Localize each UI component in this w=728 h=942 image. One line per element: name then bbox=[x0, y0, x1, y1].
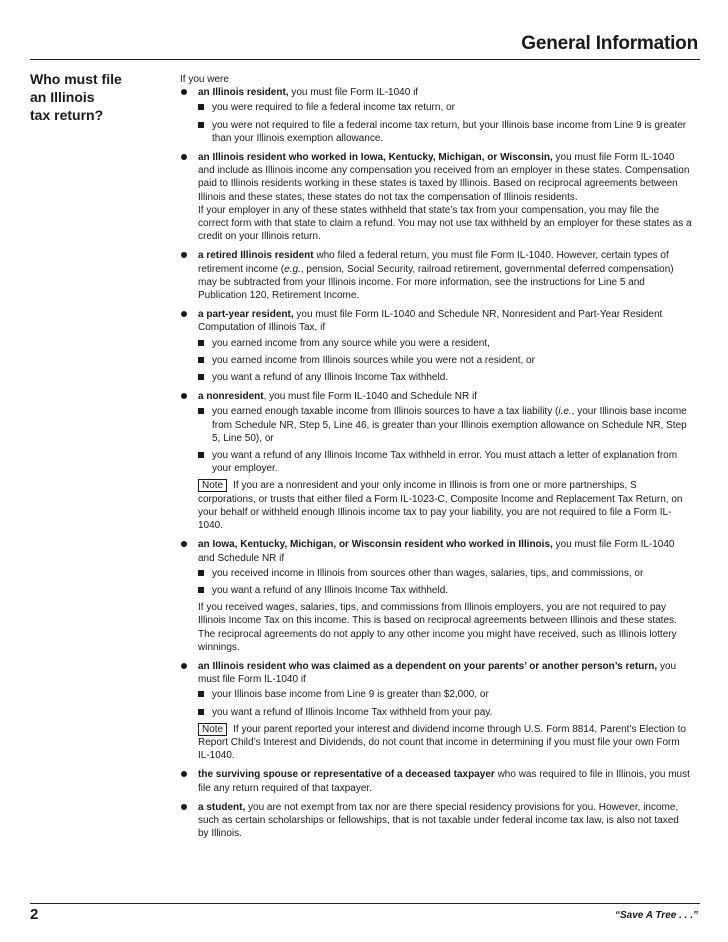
bullet-lead: a part-year resident, bbox=[198, 309, 294, 321]
bullet-icon bbox=[181, 771, 187, 777]
sub-item bbox=[198, 119, 692, 145]
side-heading-line: tax return? bbox=[30, 107, 104, 123]
main-content bbox=[180, 73, 692, 846]
sub-item bbox=[198, 449, 692, 475]
bullet-italic: e.g. bbox=[284, 263, 301, 275]
list-item bbox=[180, 308, 692, 384]
sub-item bbox=[198, 405, 692, 445]
bullet-text bbox=[198, 249, 692, 302]
note-label: Note bbox=[198, 723, 227, 736]
bullet-body: you are not exempt from tax nor are there special residency provisions for you. However, income, such as certain scholarships or fellowships, that is not taxable under federal income tax law, is also not taxed by Illinois. bbox=[198, 801, 679, 840]
bullet-lead: the surviving spouse or representative of a deceased taxpayer bbox=[198, 769, 495, 781]
bullet-lead: a nonresident bbox=[198, 391, 264, 403]
paragraph: If your employer in any of these states withheld that state’s tax from your compensation, you may file the correct form with that state to claim a refund. You may not use tax withheld by an employer for these states as a credit on your Illinois return. bbox=[198, 204, 692, 243]
bullet-text bbox=[198, 801, 692, 841]
bullet-body: who filed a federal return, you must file Form IL-1040. However, certain types of retirement income ( bbox=[198, 250, 669, 275]
bullet-body: you must file Form IL-1040 and Schedule NR, Nonresident and Part-Year Resident Computation of Illinois Tax, if bbox=[198, 309, 663, 334]
sub-item-text: you earned income from any source while you were a resident, bbox=[212, 337, 490, 349]
side-heading bbox=[30, 70, 122, 124]
bullet-lead: a student, bbox=[198, 801, 246, 813]
bullet-text bbox=[198, 660, 692, 686]
sub-item bbox=[198, 337, 692, 350]
bullet-text bbox=[198, 390, 692, 403]
bullet-text bbox=[198, 768, 692, 794]
square-bullet-icon bbox=[198, 570, 204, 576]
sub-item-text: you earned enough taxable income from Illinois sources to have a tax liability ( bbox=[212, 406, 559, 418]
square-bullet-icon bbox=[198, 452, 204, 458]
intro-text: If you were bbox=[180, 74, 229, 85]
sub-item bbox=[198, 584, 692, 597]
sub-item-text: you earned income from Illinois sources while you were not a resident, or bbox=[212, 354, 535, 366]
square-bullet-icon bbox=[198, 408, 204, 414]
note-label: Note bbox=[198, 479, 227, 492]
sub-item-text: you received income in Illinois from sources other than wages, salaries, tips, and commissions, or bbox=[212, 567, 644, 579]
list-item bbox=[180, 538, 692, 654]
square-bullet-icon bbox=[198, 357, 204, 363]
sub-item-text: you want a refund of Illinois Income Tax withheld from your pay. bbox=[212, 706, 493, 718]
bullet-body: , you must file Form IL-1040 and Schedule NR if bbox=[263, 391, 478, 403]
bullet-icon bbox=[181, 89, 187, 95]
paragraph: If you received wages, salaries, tips, and commissions from Illinois employers, you are not required to pay Illinois Income Tax on this income. This is based on reciprocal agreements between Illinois and these states. bbox=[198, 602, 677, 627]
sub-item-text: you were required to file a federal income tax return, or bbox=[212, 102, 455, 114]
square-bullet-icon bbox=[198, 340, 204, 346]
sub-item-text: your Illinois base income from Line 9 is greater than $2,000, or bbox=[212, 689, 489, 701]
bullet-icon bbox=[181, 311, 187, 317]
list-item bbox=[180, 768, 692, 794]
sub-item bbox=[198, 706, 692, 719]
square-bullet-icon bbox=[198, 691, 204, 697]
square-bullet-icon bbox=[198, 104, 204, 110]
note-text: If your parent reported your interest and dividend income through U.S. Form 8814, Parent’s Election to Report Child’s Interest and Dividends, do not count that income in determining if you must file your own Form IL-1040. bbox=[198, 723, 686, 762]
note-text: If you are a nonresident and your only income in Illinois is from one or more partnerships, S corporations, or trusts that either filed a Form IL-1023-C, Composite Income and Replacement Tax Return, on your behalf or withheld enough Illinois income tax to pay your liability, you are not required to file a Form IL-1040. bbox=[198, 480, 683, 532]
note-paragraph bbox=[198, 479, 692, 532]
bullet-lead: a retired Illinois resident bbox=[198, 250, 314, 262]
square-bullet-icon bbox=[198, 374, 204, 380]
sub-item-text: you were not required to file a federal income tax return, but your Illinois base income from Line 9 is greater than your Illinois exemption allowance. bbox=[212, 119, 687, 144]
bullet-icon bbox=[181, 252, 187, 258]
bullet-icon bbox=[181, 393, 187, 399]
sub-item-text: you want a refund of any Illinois Income Tax withheld. bbox=[212, 372, 449, 384]
bullet-lead: an Iowa, Kentucky, Michigan, or Wisconsin resident who worked in Illinois, bbox=[198, 539, 553, 551]
bullet-text bbox=[198, 308, 692, 334]
bullet-icon bbox=[181, 541, 187, 547]
sub-item bbox=[198, 567, 692, 580]
square-bullet-icon bbox=[198, 709, 204, 715]
footer-rule bbox=[30, 903, 700, 904]
sub-item-text: , your Illinois base income from Schedule NR, Step 5, Line 46, is greater than your Illinois exemption allowance on Schedule NR, Step 5, Line 50), or bbox=[212, 406, 687, 444]
bullet-lead: an Illinois resident who was claimed as a dependent on your parents’ or another person’s return, bbox=[198, 660, 658, 672]
bullet-body: , pension, Social Security, railroad retirement, governmental deferred compensation) may be subtracted from your Illinois income. For more information, see the instructions for Line 5 and Publication 120, Retirement Income. bbox=[198, 263, 674, 302]
bullet-body: you must file Form IL-1040 and Schedule NR if bbox=[198, 539, 675, 564]
note-paragraph bbox=[198, 723, 692, 763]
sub-item-italic: i.e. bbox=[558, 406, 572, 418]
bullet-icon bbox=[181, 804, 187, 810]
bullet-body: who was required to file in Illinois, you must file any return required of that taxpayer. bbox=[198, 769, 690, 794]
footer-tagline: “Save A Tree . . .” bbox=[614, 910, 698, 921]
sub-item bbox=[198, 101, 692, 114]
side-heading-line: Who must file bbox=[30, 71, 122, 87]
bullet-text bbox=[198, 86, 692, 99]
list-item bbox=[180, 660, 692, 762]
paragraph: The reciprocal agreements do not apply to any other income you might have received, such as Illinois lottery winnings. bbox=[198, 628, 677, 653]
header-rule bbox=[30, 59, 700, 60]
side-heading-line: an Illinois bbox=[30, 89, 95, 105]
list-item bbox=[180, 249, 692, 302]
bullet-lead: an Illinois resident, bbox=[198, 87, 289, 99]
square-bullet-icon bbox=[198, 587, 204, 593]
list-item bbox=[180, 390, 692, 532]
bullet-lead: an Illinois resident who worked in Iowa, Kentucky, Michigan, or Wisconsin, bbox=[198, 152, 553, 164]
bullet-body: you must file Form IL-1040 if bbox=[288, 87, 419, 99]
sub-item bbox=[198, 354, 692, 367]
sub-item bbox=[198, 688, 692, 701]
bullet-icon bbox=[181, 154, 187, 160]
square-bullet-icon bbox=[198, 122, 204, 128]
list-item bbox=[180, 801, 692, 841]
sub-item bbox=[198, 371, 692, 384]
bullet-text bbox=[198, 538, 692, 564]
page-number: 2 bbox=[30, 906, 39, 923]
bullet-body: you must file Form IL-1040 if bbox=[198, 660, 677, 686]
section-title: General Information bbox=[521, 33, 698, 54]
sub-item-text: you want a refund of any Illinois Income Tax withheld. bbox=[212, 584, 449, 596]
bullet-body: you must file Form IL-1040 and include as Illinois income any compensation you received from an employer in these states. Compensation paid to Illinois residents working in these states is taxed by Illinois. Based on reciprocal agreements between Illinois and these states, these states do not tax the compensation of Illinois residents. bbox=[198, 152, 690, 203]
bullet-text bbox=[198, 151, 692, 204]
list-item bbox=[180, 151, 692, 243]
sub-item-text: you want a refund of any Illinois Income Tax withheld in error. You must attach a letter of explanation from your employer. bbox=[212, 450, 678, 475]
bullet-icon bbox=[181, 663, 187, 669]
list-item bbox=[180, 86, 692, 145]
